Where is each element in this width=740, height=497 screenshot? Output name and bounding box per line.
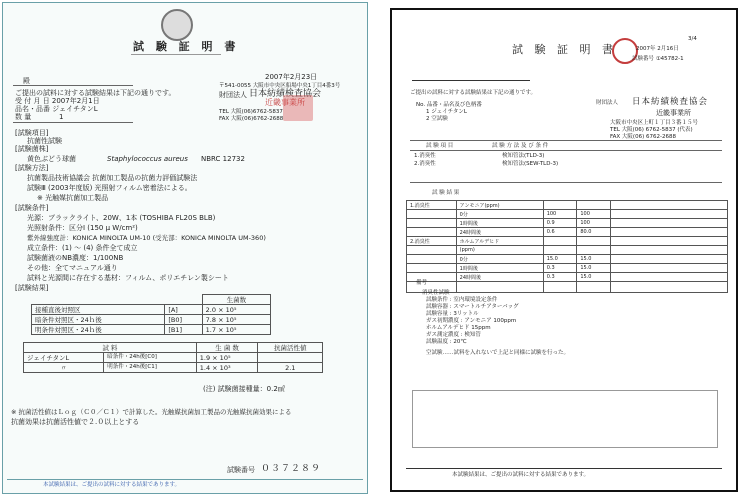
org-label: 財団法人 xyxy=(219,91,247,99)
address-small: 〒541-0055 大阪市中央区船場中央1丁目4番3号 xyxy=(219,83,341,89)
note-line: ホルムアルデヒド 15ppm xyxy=(426,325,491,331)
serial-label: 試験番号 xyxy=(227,466,255,474)
activity-note-2: 抗菌効果は抗菌活性値で２.０以上とする xyxy=(11,418,140,426)
quantity-label: 数 量 xyxy=(15,113,32,121)
received-date: 受 付 月 日 2007年2月1日 xyxy=(15,97,100,105)
note-line: 消臭性試験 xyxy=(422,290,450,296)
heading-results: [試験結果] xyxy=(15,284,49,292)
addressee: 殿 xyxy=(23,77,30,85)
table-row: 0分 15.0 15.0 xyxy=(407,255,728,264)
red-seal-icon xyxy=(283,95,313,121)
bacteria-nbrc: NBRC 12732 xyxy=(201,155,245,163)
issue-date: 2007年2月23日 xyxy=(265,73,318,81)
fax: FAX 大阪(06)6762-2688 xyxy=(219,116,284,122)
table-row: 1時間後 0.3 15.0 xyxy=(407,264,728,273)
condition-5: 試験菌液のNB濃度：1/100NB xyxy=(27,254,124,262)
row2-item: 2.消臭性 xyxy=(414,161,436,167)
blank-test-note: 空試験……試料を入れないで上記と同様に試験を行った。 xyxy=(426,350,570,356)
table-row: 明条件対照区・24ｈ後 [B1] 1.7 × 10⁵ xyxy=(32,325,271,335)
intro-text: ご提出の試料に対する試験結果は下記の通りです。 xyxy=(15,89,176,97)
results-table: 1.消臭性 アンモニア(ppm) 0分 100 100 1時間後 0.9 100 24時間後 0.6 80.0 2.消臭性 ホルムアルデヒド (ppm) 0分 15.0 15.0 1時間後 0.3 15.0 24時間後 0.3 15.0 xyxy=(406,200,728,293)
note-line: ガス測定濃度 : 検知管 xyxy=(426,332,481,338)
inoculum-note: (注) 試験菌接種量：0.2㎖ xyxy=(203,385,285,393)
org-label: 財団法人 xyxy=(596,100,619,106)
heading-test-item: 試 験 項 目 xyxy=(426,143,454,149)
document-title: 試 験 証 明 書 xyxy=(512,43,617,56)
table-row: 1時間後 0.9 100 xyxy=(407,219,728,228)
method-line-2: 試験Ⅲ (2003年度版) 光照射フィルム密着法による。 xyxy=(27,184,192,192)
table-row: 〃 明条件・24h後[C1] 1.4 × 10³ 2.1 xyxy=(24,363,323,373)
item-header: No. 品番・品名及び色柄番 xyxy=(416,102,482,108)
table-row: 24時間後 0.3 15.0 xyxy=(407,273,728,282)
org-name: 日本紡績検査協会 xyxy=(249,89,322,99)
heading-bacteria: [試験菌株] xyxy=(15,145,49,153)
product-name: 品名・品番 ジェイチタンL xyxy=(15,105,98,113)
branch-name: 近畿事業所 xyxy=(265,98,305,107)
test-item: 抗菌性試験 xyxy=(27,137,62,145)
note-line: 試験容器 : スマートルチアターバッグ xyxy=(426,304,519,310)
serial-number: 試験番号 ①45782-1 xyxy=(632,56,684,62)
bacteria-ja: 黄色ぶどう球菌 xyxy=(27,155,76,163)
heading-method: 試 験 方 法 及 び 条 件 xyxy=(492,143,549,149)
test-certificate-left xyxy=(2,2,368,494)
condition-4: 成立条件：(1) ～ (4) 条件全て成立 xyxy=(27,244,138,252)
table-row: (ppm) xyxy=(407,246,728,255)
intro-text: ご提出の試料に対する試験結果は下記の通りです。 xyxy=(410,90,537,96)
address: 大阪市中央区上町１丁目３番１５号 xyxy=(610,120,699,126)
item-1: 1 ジェイチタンL xyxy=(426,109,467,115)
quantity-value: 1 xyxy=(59,113,64,121)
note-line: 試験温度 : 20℃ xyxy=(426,339,467,345)
seal-stamp-icon xyxy=(161,9,193,41)
note-line: 試験条件 : 室内環境設定条件 xyxy=(426,297,498,303)
test-certificate-right xyxy=(390,8,738,492)
heading-results: 試 験 結 果 xyxy=(432,190,460,196)
tel: TEL 大阪(06) 6762-5837 (代表) xyxy=(610,127,693,133)
row1-item: 1.消臭性 xyxy=(414,153,436,159)
condition-7: 試料と光源間に存在する基材：フィルム、ポリエチレン製シート xyxy=(27,274,229,282)
item-2: 2 空試験 xyxy=(426,116,448,122)
sample-table xyxy=(23,342,323,373)
row1-method: 検知管法(TLD-3) xyxy=(502,153,545,159)
table-row: 0分 100 100 xyxy=(407,210,728,219)
condition-3: 紫外線強度計：KONICA MINOLTA UM-10 (受光部：KONICA MINOLTA UM-360) xyxy=(27,234,266,242)
heading-test-item: [試験項目] xyxy=(15,129,49,137)
branch-name: 近畿事業所 xyxy=(656,109,691,117)
row2-method: 検知管法(SEW-TLD-3) xyxy=(502,161,559,167)
table-header: 生菌数 xyxy=(202,295,270,305)
condition-1: 光源：ブラックライト、20W、1本 (TOSHIBA FL20S BLB) xyxy=(27,214,216,222)
table-row: ジェイチタンL 暗条件・24h後[C0] 1.9 × 10⁵ xyxy=(24,353,323,363)
issue-date: 2007年 2月16日 xyxy=(636,46,679,52)
table-row: 暗条件対照区・24ｈ後 [B0] 7.8 × 10⁵ xyxy=(32,315,271,325)
table-row: 2.消臭性 ホルムアルデヒド xyxy=(407,237,728,246)
table-header: 試 料 xyxy=(24,343,197,353)
heading-conditions: [試験条件] xyxy=(15,204,49,212)
bacteria-latin: Staphylococcus aureus xyxy=(107,155,188,163)
tel: TEL 大阪(06)6762-5837 xyxy=(219,109,283,115)
note-line: ガス初期濃度 : アンモニア 100ppm xyxy=(426,318,517,324)
serial-number: ０３７２８９ xyxy=(261,464,322,474)
footer-disclaimer: 本試験結果は、ご提出の試料に対する結果であります。 xyxy=(452,472,590,478)
fax: FAX 大阪(06) 6762-2688 xyxy=(610,134,676,140)
table-header: 抗菌活性値 xyxy=(258,343,323,353)
control-table xyxy=(31,294,271,335)
activity-note-1: ※ 抗菌活性値はＬｏｇ（Ｃ０／Ｃ１）で計算した。光触媒抗菌加工製品の光触媒抗菌効果による xyxy=(11,408,292,416)
org-name: 日本紡績検査協会 xyxy=(632,97,709,107)
table-header: 生 菌 数 xyxy=(196,343,258,353)
empty-notes-box xyxy=(412,390,718,448)
page-number: 3/4 xyxy=(688,36,697,42)
footer-disclaimer: 本試験結果は、ご提出の試料に対する結果であります。 xyxy=(43,482,181,488)
table-row: 24時間後 0.6 80.0 xyxy=(407,228,728,237)
heading-method: [試験方法] xyxy=(15,164,49,172)
heading-notes: 備考 xyxy=(416,280,428,286)
note-line: 試験容量 : 3リットル xyxy=(426,311,479,317)
method-line-1: 抗菌製品技術協議会 抗菌加工製品の抗菌力評価試験法 xyxy=(27,174,198,182)
document-title: 試 験 証 明 書 xyxy=(133,40,240,53)
table-row: 接種直後対照区 [A] 2.0 × 10⁵ xyxy=(32,305,271,315)
condition-6: その他：全てマニュアル通り xyxy=(27,264,118,272)
method-line-3: ※ 光触媒抗菌加工製品 xyxy=(37,194,109,202)
condition-2: 光照射条件：区分Ⅰ (150 μ W/cm²) xyxy=(27,224,138,232)
